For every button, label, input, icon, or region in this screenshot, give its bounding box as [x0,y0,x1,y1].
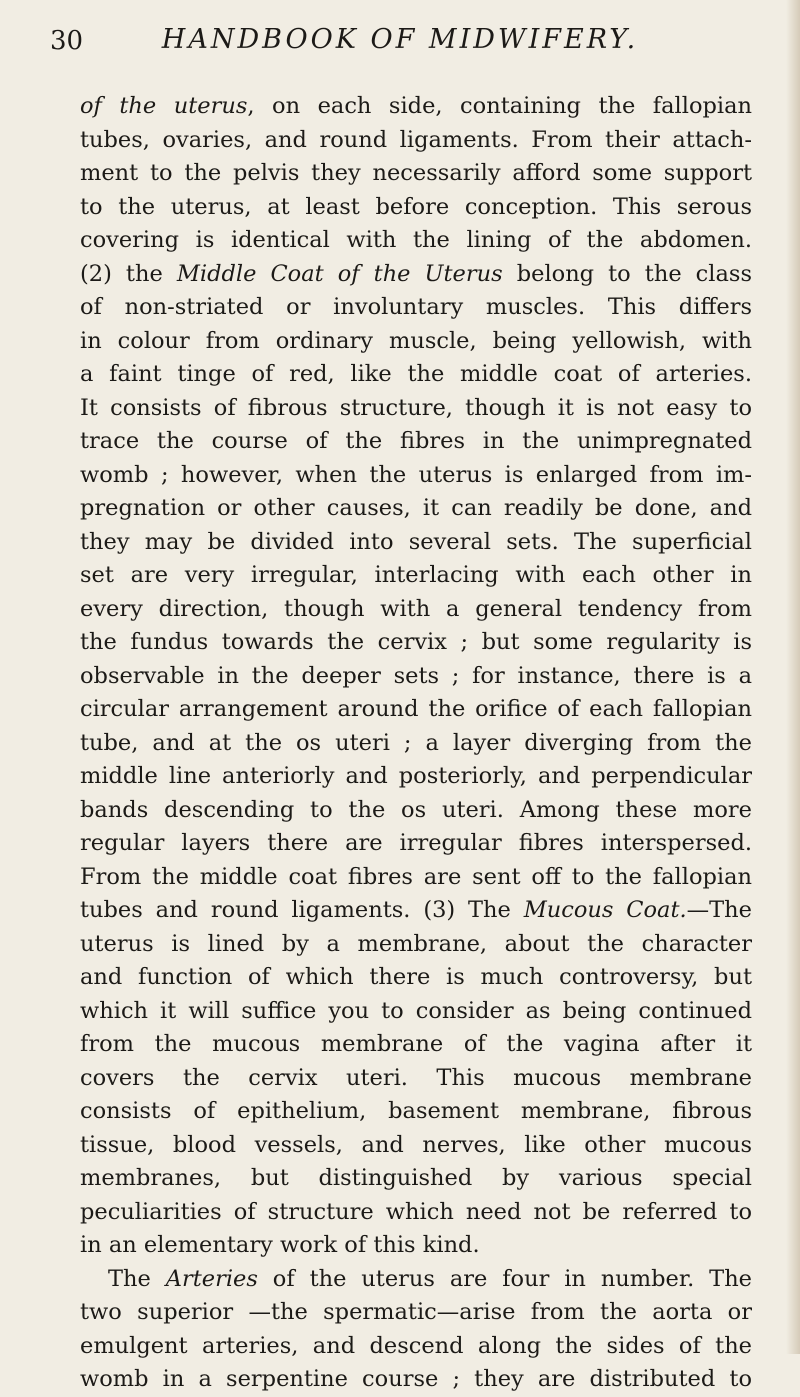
text-line: tube, and at the os uteri ; a layer diverging from the [80,729,752,756]
text-line: pregnation or other causes, it can readily be done, and [80,495,752,521]
text-line: two superior —the spermatic—arise from the aorta or [80,1299,752,1325]
text-line: from the mucous membrane of the vagina after it [80,1031,752,1057]
running-title: HANDBOOK OF MIDWIFERY. [161,24,639,55]
text-run: (2) the [80,260,177,287]
text-line: It consists of fibrous structure, though it is not easy to [80,394,752,421]
text-line: every direction, though with a general tendency from [80,595,752,622]
body-text [80,90,752,1397]
text-line: set are very irregular, interlacing with each other in [80,562,752,588]
italic-term: Middle Coat of the Uterus [176,260,503,287]
text-line: From the middle coat fibres are sent off to the fallopian [80,863,752,890]
text-line: bands descending to the os uteri. Among these more [80,796,752,823]
text-line: womb in a serpentine course ; they are distributed to [80,1366,752,1392]
text-run: , on each side, containing the fallopian [247,93,752,119]
text-line: of non-striated or involuntary muscles. This differs [80,294,752,320]
text-line: tubes, ovaries, and round ligaments. From their attach- [80,126,752,153]
text-line: covering is identical with the lining of the abdomen. [80,227,752,253]
text-line: womb ; however, when the uterus is enlarged from im- [80,461,752,488]
text-line: observable in the deeper sets ; for instance, there is a [80,662,752,689]
text-line: in colour from ordinary muscle, being yellowish, with [80,327,752,354]
text-line: circular arrangement around the orifice of each fallopian [80,696,752,722]
text-line: uterus is lined by a membrane, about the character [80,930,752,957]
paragraph-start-line [80,1263,752,1297]
page-number: 30 [50,26,84,56]
text-line: regular layers there are irregular fibres interspersed. [80,830,752,856]
text-line [80,90,752,124]
text-line: a faint tinge of red, like the middle coat of arteries. [80,361,752,387]
text-line: tissue, blood vessels, and nerves, like other mucous [80,1131,752,1158]
text-line: peculiarities of structure which need not be referred to [80,1198,752,1225]
page-edge-shadow [786,0,800,1354]
text-line [80,258,752,292]
text-run: The [108,1265,166,1292]
text-line: which it will suffice you to consider as being continued [80,997,752,1024]
text-line: to the uterus, at least before conception. This serous [80,193,752,220]
text-line: and function of which there is much controversy, but [80,964,752,990]
paragraph-end-line: in an elementary work of this kind. [80,1232,480,1258]
text-run: belong to the class [502,260,752,287]
text-line: they may be divided into several sets. The superficial [80,528,752,555]
text-line: membranes, but distinguished by various special [80,1165,752,1191]
italic-term: of the uterus [80,93,248,119]
text-line: ment to the pelvis they necessarily afford some support [80,160,752,186]
text-line: consists of epithelium, basement membrane, fibrous [80,1098,752,1124]
text-line: covers the cervix uteri. This mucous membrane [80,1064,752,1091]
text-run: —The [686,897,752,923]
text-line: the fundus towards the cervix ; but some regularity is [80,629,752,655]
text-run: tubes and round ligaments. (3) The [80,897,524,923]
text-line: trace the course of the fibres in the unimpregnated [80,428,752,454]
italic-term: Arteries [165,1265,258,1292]
page-header [50,14,750,56]
italic-term: Mucous Coat. [523,897,687,923]
text-line: emulgent arteries, and descend along the sides of the [80,1332,752,1359]
text-line [80,894,752,928]
text-run: of the uterus are four in number. The [257,1265,752,1292]
text-line: middle line anteriorly and posteriorly, and perpendicular [80,763,752,789]
